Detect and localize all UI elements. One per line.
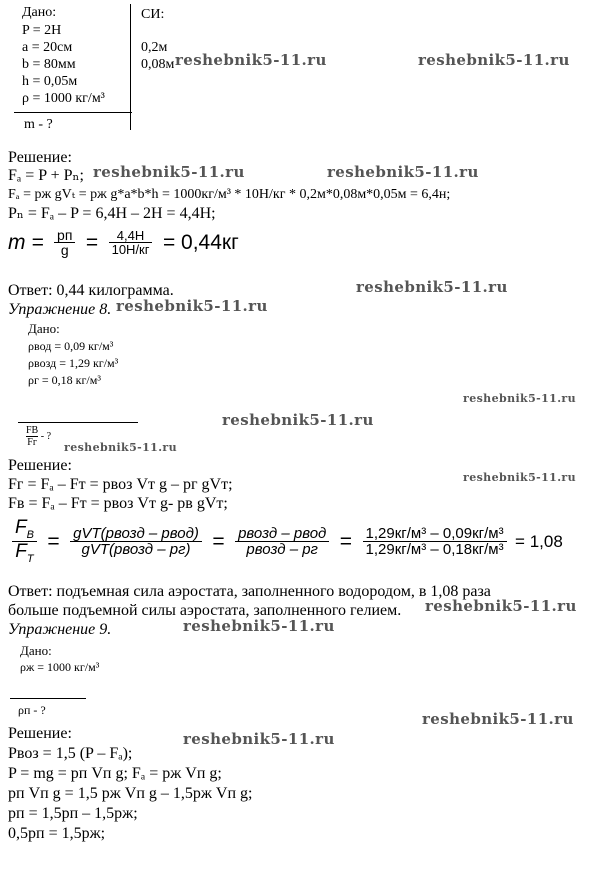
watermark: reshebnik5-11.ru	[418, 51, 570, 69]
solution-title: Решение:	[8, 149, 72, 166]
answer-text: Ответ: подъемная сила аэростата, заполненного водородом, в 1,08 раза	[8, 583, 491, 600]
horizontal-divider	[18, 422, 138, 423]
given-line: P = 2H	[22, 23, 62, 38]
formula-result: = 1,08	[515, 531, 563, 551]
exercise-title: Упражнение 8.	[8, 301, 112, 318]
watermark: reshebnik5-11.ru	[93, 163, 245, 181]
solution-line: Fг = Fₐ – Fт = pвоз Vт g – pг gVт;	[8, 476, 233, 493]
solution-line: Fₐ = pж gVₜ = pж g*a*b*h = 1000кг/м³ * 10Н/кг * 0,2м*0,08м*0,05м = 6,4н;	[8, 187, 451, 202]
formula-denominator: 10Н/кг	[111, 242, 150, 257]
watermark: reshebnik5-11.ru	[463, 392, 577, 405]
given-line: b = 80мм	[22, 57, 76, 72]
exercise-title: Упражнение 9.	[8, 621, 112, 638]
solution-line: Fₐ = P + Pₙ;	[8, 167, 84, 184]
watermark: reshebnik5-11.ru	[183, 617, 335, 635]
given-line: ρг = 0,18 кг/м³	[28, 373, 101, 387]
given-line: ρж = 1000 кг/м³	[20, 660, 100, 674]
given-line: ρвозд = 1,29 кг/м³	[28, 356, 119, 370]
si-line: 0,2м	[141, 40, 168, 55]
solution-line: pп Vп g = 1,5 pж Vп g – 1,5pж Vп g;	[8, 785, 253, 802]
solution-line: Pвоз = 1,5 (P – Fₐ);	[8, 745, 133, 762]
given-line: ρ = 1000 кг/м³	[22, 91, 105, 106]
watermark: reshebnik5-11.ru	[422, 710, 574, 728]
si-title: СИ:	[141, 7, 165, 22]
watermark: reshebnik5-11.ru	[116, 297, 268, 315]
formula-lhs: m =	[8, 231, 44, 254]
solution-line: Fв = Fₐ – Fт = pвоз Vт g- pв gVт;	[8, 495, 228, 512]
solution-title: Решение:	[8, 725, 72, 742]
formula-numerator: pп	[54, 228, 75, 243]
horizontal-divider	[10, 698, 86, 699]
solution-line: pп = 1,5pп – 1,5pж;	[8, 805, 138, 822]
given-line: h = 0,05м	[22, 74, 78, 89]
watermark: reshebnik5-11.ru	[356, 278, 508, 296]
watermark: reshebnik5-11.ru	[222, 411, 374, 429]
formula-numerator: 4,4Н	[109, 229, 153, 243]
watermark: reshebnik5-11.ru	[327, 163, 479, 181]
watermark: reshebnik5-11.ru	[64, 441, 178, 454]
mass-formula: m = $\frac{pп}{g}$ = $\frac{4,4Н}{10Н/кг}$ = 0,44кг	[8, 228, 245, 272]
formula-denominator: g	[60, 242, 69, 258]
find-line: ρп - ?	[18, 703, 46, 717]
find-fraction: FB Fг - ?	[26, 425, 52, 448]
watermark: reshebnik5-11.ru	[175, 51, 327, 69]
solution-line: P = mg = pп Vп g; Fₐ = pж Vп g;	[8, 765, 222, 782]
watermark: reshebnik5-11.ru	[183, 730, 335, 748]
answer-text: больше подъемной силы аэростата, заполненного гелием.	[8, 602, 402, 619]
force-ratio-formula: $\frac{F_B}{F_T}$ = $\frac{\text{gVT(pвозд – pвод)}}{\text{gVT(pвозд – pг)}}$ = $\frac{\text{pвозд – pвод}}{\text{pвозд – pг}}$ = $\frac{\text{1,29кг/м³ – 0,09кг/м³}}{\text{1,29кг/м³ – 0,18кг/м³}}$ = 1,08	[12, 518, 569, 572]
answer-text: Ответ: 0,44 килограмма.	[8, 282, 174, 299]
horizontal-divider	[14, 112, 132, 113]
given-line: a = 20см	[22, 40, 73, 55]
solution-line: Pₙ = Fₐ – P = 6,4Н – 2Н = 4,4Н;	[8, 205, 216, 222]
formula-result: = 0,44кг	[162, 231, 239, 254]
watermark: reshebnik5-11.ru	[425, 597, 577, 615]
given-title: Дано:	[22, 5, 57, 20]
given-title: Дано:	[20, 643, 52, 658]
solution-line: 0,5pп = 1,5pж;	[8, 825, 106, 842]
watermark: reshebnik5-11.ru	[463, 471, 577, 484]
given-line: ρвод = 0,09 кг/м³	[28, 339, 114, 353]
si-line: 0,08м	[141, 57, 175, 72]
solution-title: Решение:	[8, 457, 72, 474]
given-title: Дано:	[28, 321, 60, 336]
find-line: m - ?	[24, 117, 53, 132]
